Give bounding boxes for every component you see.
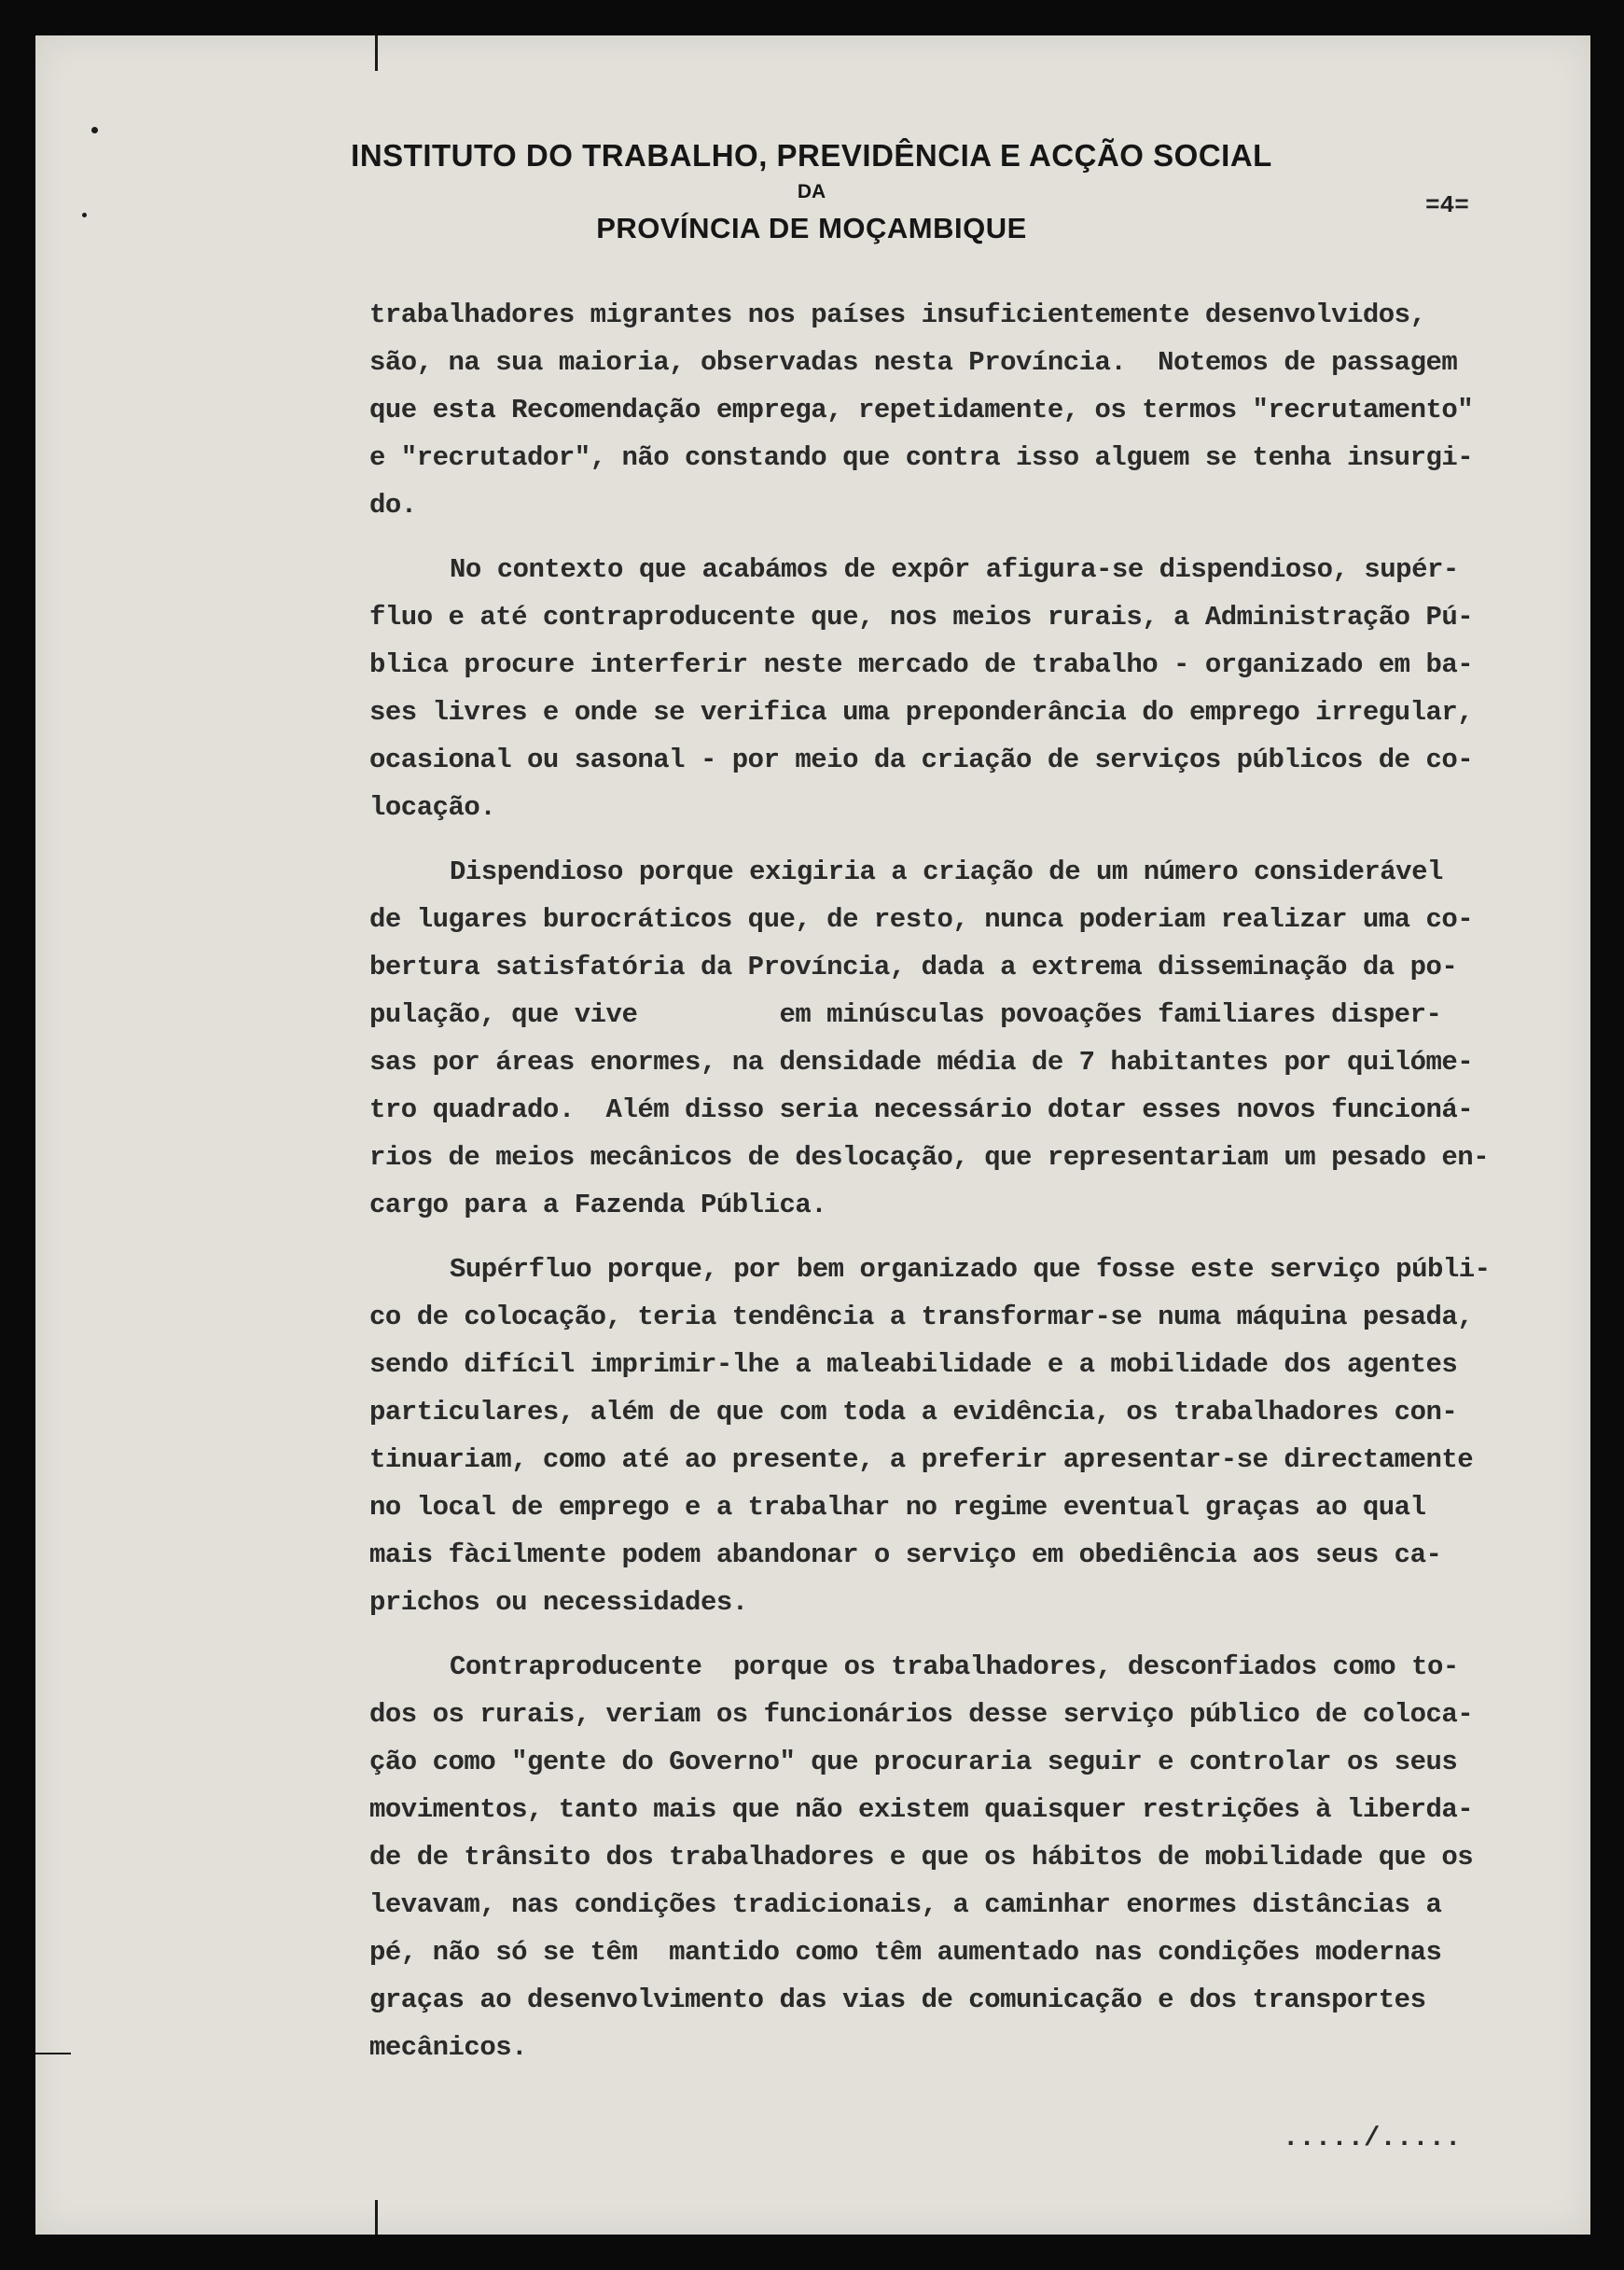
text-line: bertura satisfatória da Província, dada a extrema disseminação da po- — [369, 952, 1458, 982]
text-line: ses livres e onde se verifica uma preponderância do emprego irregular, — [369, 697, 1474, 728]
continuation-mark: ...../..... — [1283, 2123, 1462, 2153]
text-line: co de colocação, teria tendência a transformar-se numa máquina pesada, — [369, 1302, 1474, 1332]
paragraph-1 — [369, 291, 1531, 529]
text-line: de de trânsito dos trabalhadores e que os hábitos de mobilidade que os — [369, 1842, 1474, 1873]
paragraph-4 — [369, 1246, 1531, 1626]
text-line: rios de meios mecânicos de deslocação, que representariam um pesado en- — [369, 1142, 1490, 1173]
text-line: movimentos, tanto mais que não existem quaisquer restrições à liberda- — [369, 1794, 1474, 1825]
text-line: levavam, nas condições tradicionais, a caminhar enormes distâncias a — [369, 1889, 1442, 1920]
paragraph-2 — [369, 546, 1531, 831]
text-line: pulação, que vive em minúsculas povoações familiares disper- — [369, 999, 1442, 1030]
text-line: no local de emprego e a trabalhar no regime eventual graças ao qual — [369, 1492, 1426, 1523]
text-line: No contexto que acabámos de expôr afigura-se dispendioso, supér- — [450, 554, 1459, 585]
text-line: trabalhadores migrantes nos países insuficientemente desenvolvidos, — [369, 299, 1426, 330]
text-line: mais fàcilmente podem abandonar o serviço em obediência aos seus ca- — [369, 1539, 1442, 1570]
text-line: mecânicos. — [369, 2032, 528, 2063]
text-line: blica procure interferir neste mercado de trabalho - organizado em ba- — [369, 649, 1474, 680]
page-number: =4= — [1425, 191, 1469, 219]
letterhead — [271, 135, 1353, 249]
letterhead-da: DA — [797, 181, 826, 202]
punch-dot — [91, 127, 98, 133]
text-line: ção como "gente do Governo" que procuraria seguir e controlar os seus — [369, 1747, 1458, 1777]
text-line: ocasional ou sasonal - por meio da criação de serviços públicos de co- — [369, 745, 1474, 775]
paragraph-3 — [369, 848, 1531, 1229]
text-line: tro quadrado. Além disso seria necessário dotar esses novos funcioná- — [369, 1094, 1474, 1125]
text-line: cargo para a Fazenda Pública. — [369, 1190, 827, 1220]
top-margin-mark — [375, 35, 378, 71]
bottom-margin-mark — [375, 2200, 378, 2235]
text-line: pé, não só se têm mantido como têm aumentado nas condições modernas — [369, 1937, 1442, 1968]
paragraph-5 — [369, 1643, 1531, 2071]
document-body — [369, 291, 1531, 2088]
text-line: sas por áreas enormes, na densidade média de 7 habitantes por quilóme- — [369, 1047, 1474, 1078]
text-line: são, na sua maioria, observadas nesta Província. Notemos de passagem — [369, 347, 1458, 378]
text-line: locação. — [369, 792, 496, 823]
text-line: de lugares burocráticos que, de resto, nunca poderiam realizar uma co- — [369, 904, 1474, 935]
text-line: fluo e até contraproducente que, nos meios rurais, a Administração Pú- — [369, 602, 1474, 633]
letterhead-province: PROVÍNCIA DE MOÇAMBIQUE — [596, 212, 1027, 244]
text-line: graças ao desenvolvimento das vias de comunicação e dos transportes — [369, 1985, 1426, 2015]
text-line: do. — [369, 490, 417, 521]
left-margin-mark — [35, 2053, 71, 2054]
text-line: e "recrutador", não constando que contra isso alguem se tenha insurgi- — [369, 442, 1474, 473]
text-line: Contraproducente porque os trabalhadores, desconfiados como to- — [450, 1651, 1459, 1682]
text-line: sendo difícil imprimir-lhe a maleabilidade e a mobilidade dos agentes — [369, 1349, 1458, 1380]
text-line: Dispendioso porque exigiria a criação de um número considerável — [450, 856, 1443, 887]
text-line: dos os rurais, veriam os funcionários desse serviço público de coloca- — [369, 1699, 1474, 1730]
text-line: prichos ou necessidades. — [369, 1587, 748, 1618]
text-line: tinuariam, como até ao presente, a preferir apresentar-se directamente — [369, 1444, 1474, 1475]
letterhead-institute: INSTITUTO DO TRABALHO, PREVIDÊNCIA E ACÇÃO SOCIAL — [351, 138, 1272, 173]
text-line: Supérfluo porque, por bem organizado que fosse este serviço públi- — [450, 1254, 1491, 1285]
text-line: particulares, além de que com toda a evidência, os trabalhadores con- — [369, 1397, 1458, 1427]
punch-dot-small — [82, 213, 87, 217]
text-line: que esta Recomendação emprega, repetidamente, os termos "recrutamento" — [369, 395, 1474, 425]
